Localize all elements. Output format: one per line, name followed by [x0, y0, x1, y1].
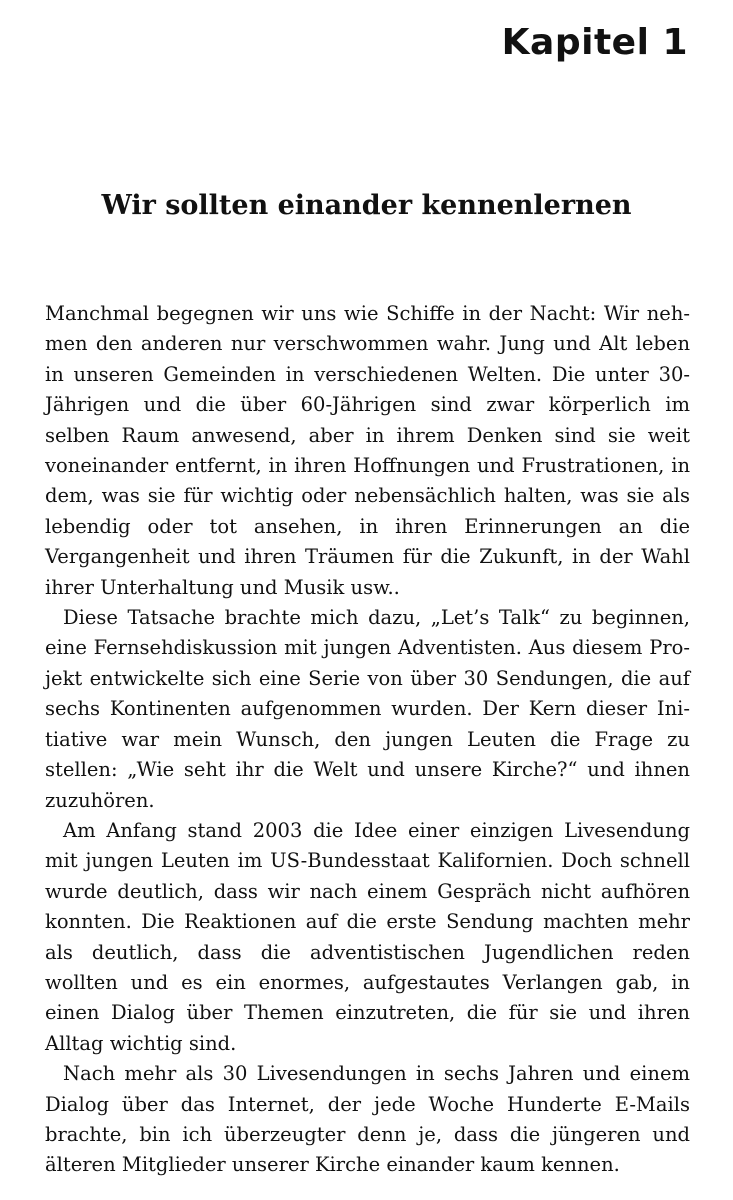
paragraph-1: Manchmal begegnen wir uns wie Schiffe in der Nacht: Wir nehmen den anderen nur verschwommen wahr. Jung und Alt leben in unseren Gemeinden in verschiedenen Welten. Die unter 30-Jährigen und die über 60-Jährigen sind zwar körperlich im selben Raum anwesend, aber in ihrem Denken sind sie weit voneinander entfernt, in ihren Hoffnungen und Frustrationen, in dem, was sie für wichtig oder nebensächlich halten, was sie als lebendig oder tot ansehen, in ihren Erinnerungen an die Vergangenheit und ihren Träumen für die Zukunft, in der Wahl ihrer Unterhaltung und Musik usw.. — [45, 302, 690, 599]
chapter-title: Wir sollten einander kennenlernen — [101, 190, 632, 221]
paragraph-3: Am Anfang stand 2003 die Idee einer einzigen Livesendung mit jungen Leuten im US-Bundesstaat Kalifornien. Doch schnell wurde deutlich, dass wir nach einem Gespräch nicht aufhören konnten. Die Reaktionen auf die erste Sendung machten mehr als deutlich, dass die adventistischen Jugendlichen reden wollten und es ein enormes, aufgestautes Verlangen gab, in einen Dialog über Themen einzutreten, die für sie und ihren Alltag wichtig sind. — [45, 818, 690, 1055]
body-text — [45, 299, 690, 1181]
paragraph-4: Nach mehr als 30 Livesendungen in sechs Jahren und einem Dialog über das Internet, der jede Woche Hunderte E-Mails brachte, bin ich überzeugter denn je, dass die jüngeren und älteren Mitglieder unserer Kirche einander kaum kennen. — [45, 1062, 690, 1177]
paragraph-2: Diese Tatsache brachte mich dazu, „Let’s Talk“ zu beginnen, eine Fernsehdiskussion mit jungen Adventisten. Aus diesem Projekt entwickelte sich eine Serie von über 30 Sendungen, die auf sechs Kontinenten aufgenommen wurden. Der Kern dieser Initiative war mein Wunsch, den jungen Leuten die Frage zu stellen: „Wie seht ihr die Welt und unsere Kirche?“ und ihnen zuzuhören. — [45, 606, 690, 812]
chapter-label: Kapitel 1 — [501, 22, 688, 63]
